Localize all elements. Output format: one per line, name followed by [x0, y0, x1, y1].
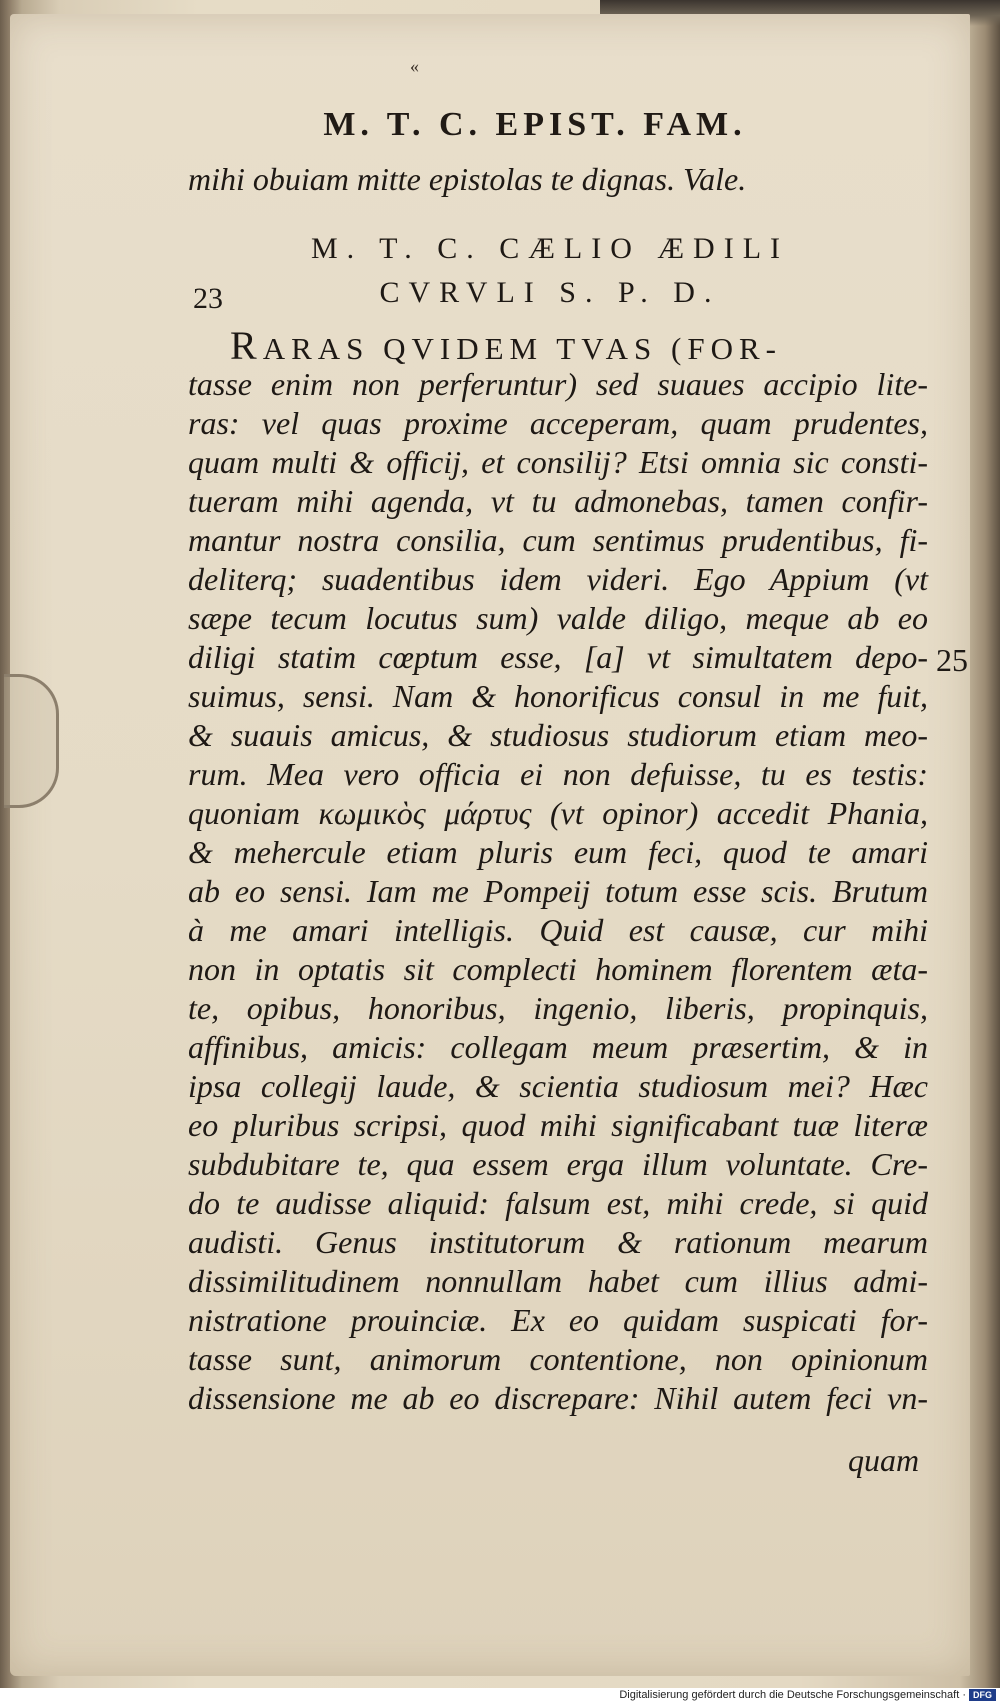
catchword: quam: [848, 1442, 920, 1478]
letter-title-line-1: M. T. C. CÆLIO ÆDILI: [310, 232, 790, 265]
text-line: mantur nostra consilia, cum sentimus prudentibus, fi-: [188, 522, 928, 558]
text-line: quam multi & officij, et consilij? Etsi omnia sic consti-: [188, 444, 928, 480]
text-line: subdubitare te, qua essem erga illum voluntate. Cre-: [188, 1146, 928, 1182]
drop-capital: R: [230, 323, 263, 368]
letter-number: 23: [193, 282, 223, 315]
text-line: ipsa collegij laude, & scientia studiosum mei? Hæc: [188, 1068, 928, 1104]
ornament-mark: «: [410, 56, 419, 76]
text-line: tasse sunt, animorum contentione, non opinionum: [188, 1341, 928, 1377]
text-line: sæpe tecum locutus sum) valde diligo, meque ab eo: [188, 600, 928, 636]
scanned-page: [10, 14, 970, 1676]
text-line: ras: vel quas proxime acceperam, quam prudentes,: [188, 405, 928, 441]
clasp-loop: [4, 674, 59, 808]
margin-number: 25: [936, 642, 968, 678]
text-line: & mehercule etiam pluris eum feci, quod te amari: [188, 834, 928, 870]
text-line: deliterq; suadentibus idem videri. Ego Appium (vt: [188, 561, 928, 597]
text-line: do te audisse aliquid: falsum est, mihi crede, si quid: [188, 1185, 928, 1221]
text-line: affinibus, amicis: collegam meum præsertim, & in: [188, 1029, 928, 1065]
text-line: dissimilitudinem nonnullam habet cum illius admi-: [188, 1263, 928, 1299]
text-line: rum. Mea vero officia ei non defuisse, tu es testis:: [188, 756, 928, 792]
footer-credit: Digitalisierung gefördert durch die Deutsche Forschungsgemeinschaft ·: [619, 1689, 966, 1701]
text-line: à me amari intelligis. Quid est causæ, cur mihi: [188, 912, 928, 948]
text-line: suimus, sensi. Nam & honorificus consul in me fuit,: [188, 678, 928, 714]
letter-title-line-2: CVRVLI S. P. D.: [379, 276, 721, 309]
opening-line: [230, 322, 930, 369]
opening-text: ARAS QVIDEM TVAS (FOR-: [262, 331, 782, 366]
text-line: ab eo sensi. Iam me Pompeij totum esse scis. Brutum: [188, 873, 928, 909]
text-line: non in optatis sit complecti hominem florentem æta-: [188, 951, 928, 987]
text-line: nistratione prouinciæ. Ex eo quidam suspicati for-: [188, 1302, 928, 1338]
closing-line: mihi obuiam mitte epistolas te dignas. Vale.: [188, 161, 747, 197]
text-line: dissensione me ab eo discrepare: Nihil autem feci vn-: [188, 1380, 928, 1416]
text-line: tueram mihi agenda, vt tu admonebas, tamen confir-: [188, 483, 928, 519]
running-head: M. T. C. EPIST. FAM.: [323, 106, 747, 143]
text-line: tasse enim non perferuntur) sed suaues accipio lite-: [188, 366, 928, 402]
text-line: quoniam κωμικὸς μάρτυς (vt opinor) accedit Phania,: [188, 795, 928, 831]
text-line: te, opibus, honoribus, ingenio, liberis, propinquis,: [188, 990, 928, 1026]
text-line: diligi statim cœptum esse, [a] vt simultatem depo-: [188, 639, 928, 675]
dfg-logo: DFG: [969, 1689, 996, 1701]
text-line: & suauis amicus, & studiosus studiorum etiam meo-: [188, 717, 928, 753]
text-line: audisti. Genus institutorum & rationum mearum: [188, 1224, 928, 1260]
text-line: eo pluribus scripsi, quod mihi significabant tuæ literæ: [188, 1107, 928, 1143]
